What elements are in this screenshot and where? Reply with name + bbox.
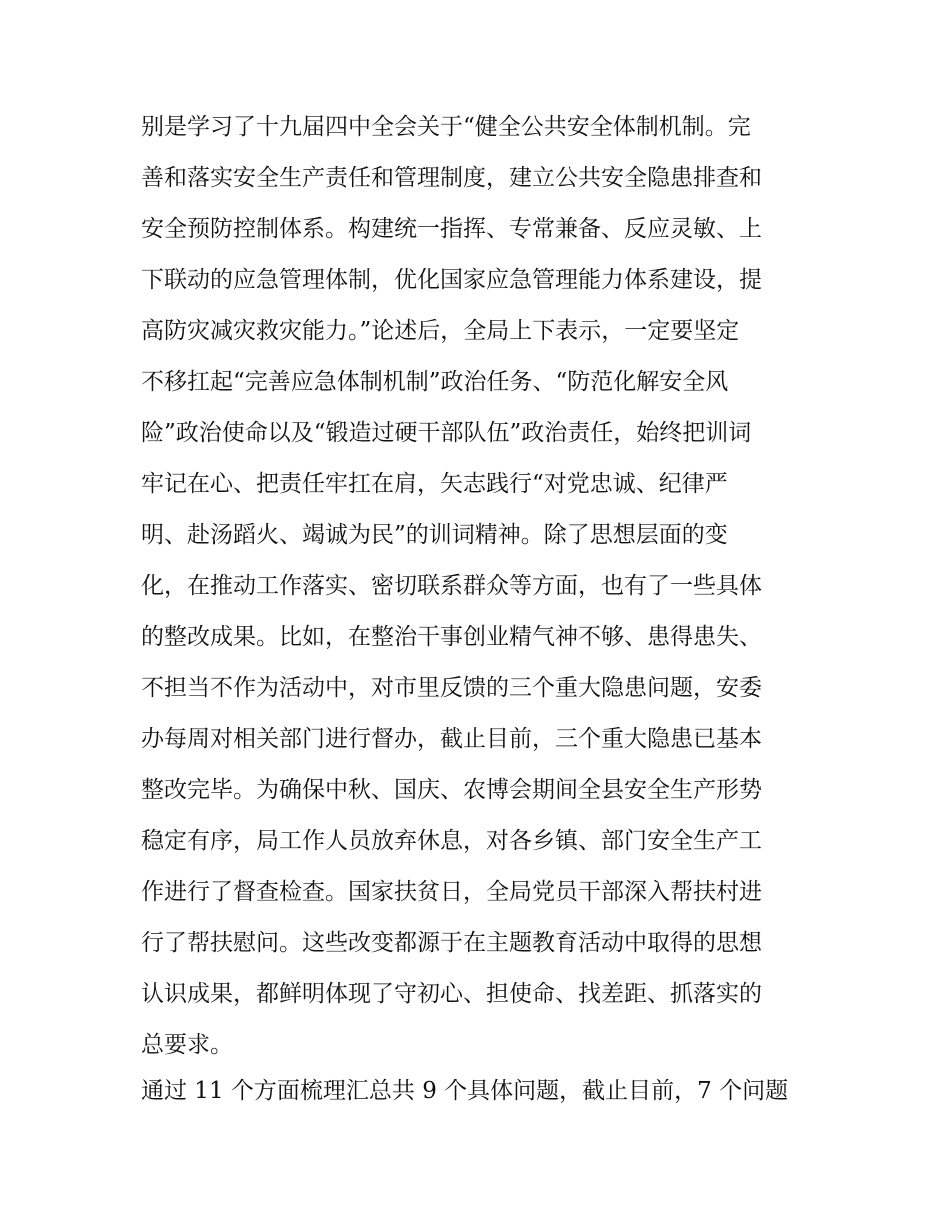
text-line: 善和落实安全生产责任和管理制度，建立公共安全隐患排查和: [141, 165, 762, 191]
text-line: 明、赴汤蹈火、竭诚为民”的训词精神。除了思想层面的变: [141, 522, 728, 548]
text-line: 不担当不作为活动中，对市里反馈的三个重大隐患问题，安委: [141, 675, 762, 701]
text-line: 牢记在心、把责任牢扛在肩，矢志践行“对党忠诚、纪律严: [141, 471, 728, 497]
text-line: 认识成果，都鲜明体现了守初心、担使命、找差距、抓落实的: [141, 981, 762, 1007]
text-line: 别是学习了十九届四中全会关于“健全公共安全体制机制。完: [141, 114, 751, 140]
text-line: 总要求。: [141, 1032, 233, 1058]
text-line: 险”政治使命以及“锻造过硬干部队伍”政治责任，始终把训词: [141, 420, 752, 446]
text-line: 高防灾减灾救灾能力。”论述后，全局上下表示，一定要坚定: [141, 318, 740, 344]
text-line: 不移扛起“完善应急体制机制”政治任务、“防范化解安全风: [141, 369, 729, 395]
text-line: 稳定有序，局工作人员放弃休息，对各乡镇、部门安全生产工: [141, 828, 762, 854]
text-line: 下联动的应急管理体制，优化国家应急管理能力体系建设，提: [141, 267, 762, 293]
text-line: 化，在推动工作落实、密切联系群众等方面，也有了一些具体: [141, 573, 762, 599]
text-line: 安全预防控制体系。构建统一指挥、专常兼备、反应灵敏、上: [141, 216, 762, 242]
text-line: 行了帮扶慰问。这些改变都源于在主题教育活动中取得的思想: [141, 930, 762, 956]
text-line: 办每周对相关部门进行督办，截止目前，三个重大隐患已基本: [141, 726, 762, 752]
text-line: 整改完毕。为确保中秋、国庆、农博会期间全县安全生产形势: [141, 777, 762, 803]
text-line: 作进行了督查检查。国家扶贫日，全局党员干部深入帮扶村进: [141, 879, 762, 905]
text-line: 通过 11 个方面梳理汇总共 9 个具体问题，截止目前，7 个问题: [141, 1078, 789, 1104]
text-line: 的整改成果。比如，在整治干事创业精气神不够、患得患失、: [141, 624, 762, 650]
